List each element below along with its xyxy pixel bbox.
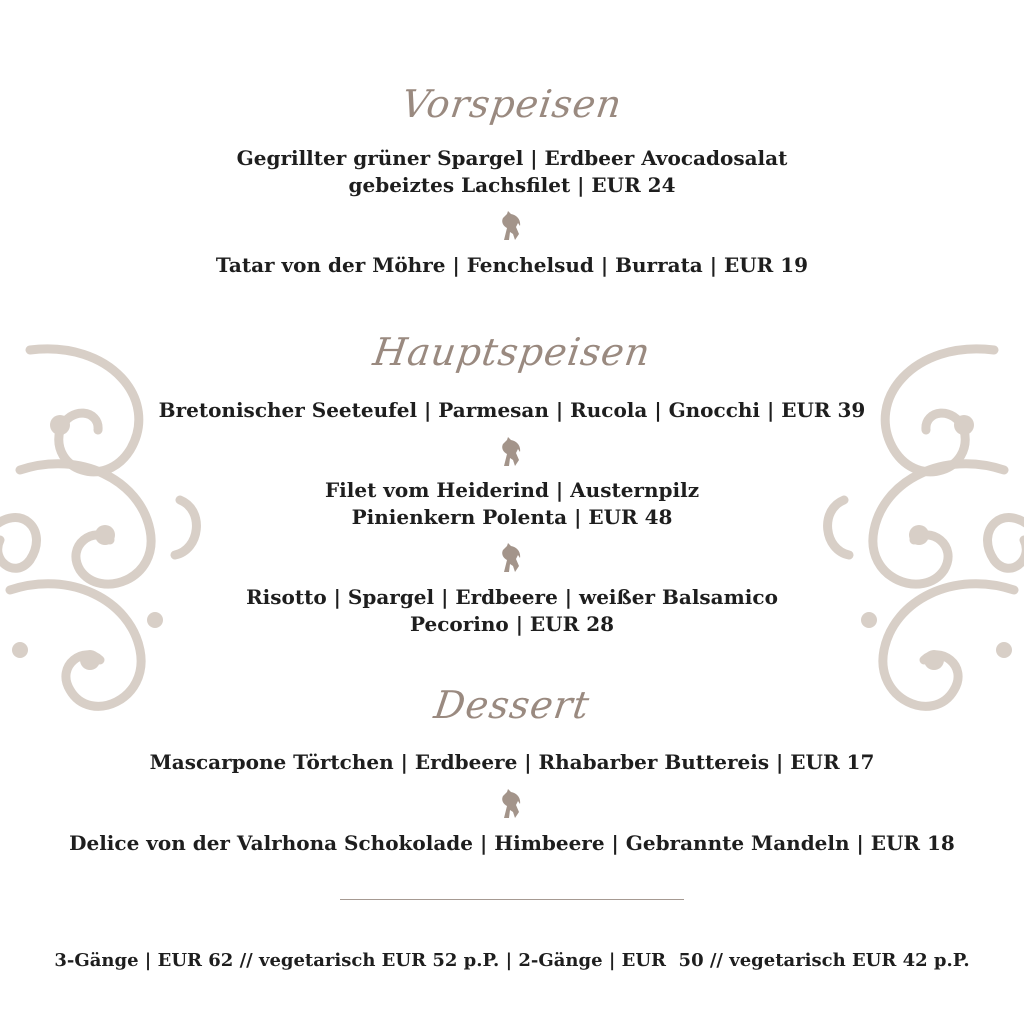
horse-divider-icon <box>498 210 524 242</box>
dish-line: Tatar von der Möhre | Fenchelsud | Burrata | EUR 19 <box>215 253 809 277</box>
section-title-mains: Hauptspeisen <box>370 330 654 374</box>
dish-line: Pecorino | EUR 28 <box>409 612 615 636</box>
dish-line: Delice von der Valrhona Schokolade | Himbeere | Gebrannte Mandeln | EUR 18 <box>69 831 955 855</box>
section-title-dessert: Dessert <box>431 683 593 727</box>
section-title-starters: Vorspeisen <box>398 82 626 126</box>
price-footer: 3-Gänge | EUR 62 // vegetarisch EUR 52 p.P. | 2-Gänge | EUR 50 // vegetarisch EUR 42 p.P. <box>54 950 970 971</box>
dish-line: Risotto | Spargel | Erdbeere | weißer Balsamico <box>246 585 778 609</box>
dish-line: Bretonischer Seeteufel | Parmesan | Rucola | Gnocchi | EUR 39 <box>158 398 866 422</box>
dish-starter-2 <box>0 252 1024 279</box>
dish-line: Filet vom Heiderind | Austernpilz <box>324 478 700 502</box>
horse-divider-icon <box>498 542 524 574</box>
dish-main-3 <box>0 584 1024 638</box>
dish-dessert-2 <box>0 830 1024 857</box>
dish-main-1 <box>0 397 1024 424</box>
horse-divider-icon <box>498 788 524 820</box>
footer-divider <box>340 899 684 900</box>
dish-line: Gegrillter grüner Spargel | Erdbeer Avocadosalat <box>236 146 788 170</box>
dish-dessert-1 <box>0 749 1024 776</box>
dish-line: Mascarpone Törtchen | Erdbeere | Rhabarber Buttereis | EUR 17 <box>149 750 875 774</box>
dish-line: gebeiztes Lachsfilet | EUR 24 <box>348 173 676 197</box>
horse-divider-icon <box>498 436 524 468</box>
dish-starter-1 <box>0 145 1024 199</box>
dish-main-2 <box>0 477 1024 531</box>
dish-line: Pinienkern Polenta | EUR 48 <box>351 505 673 529</box>
